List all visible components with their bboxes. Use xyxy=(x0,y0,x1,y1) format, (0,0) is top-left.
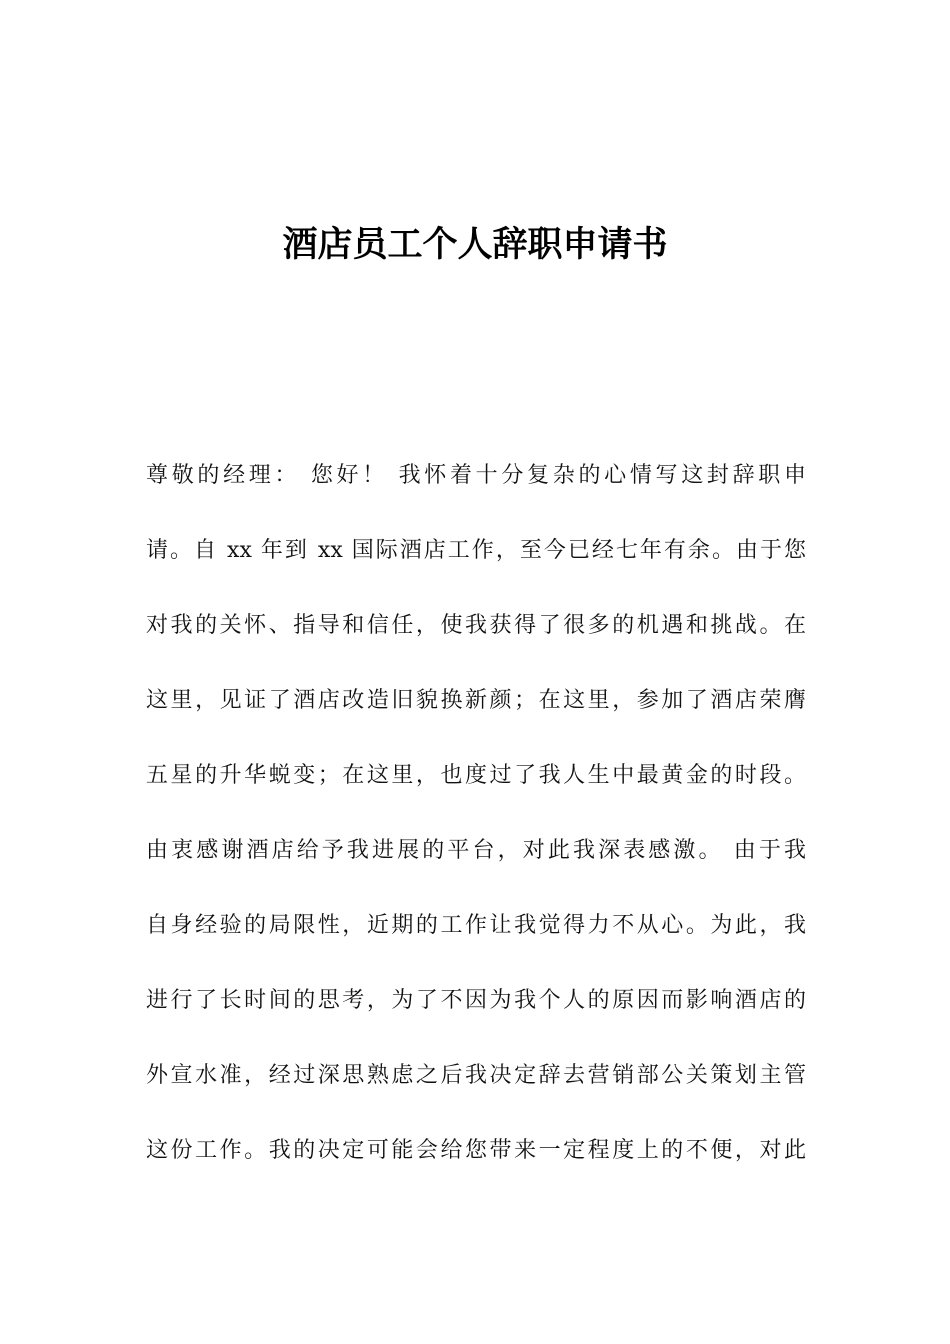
letter-line: 外宣水准，经过深思熟虑之后我决定辞去营销部公关策划主管 xyxy=(146,1063,806,1088)
letter-line: 五星的升华蜕变；在这里，也度过了我人生中最黄金的时段。 xyxy=(146,763,806,788)
letter-line: 对我的关怀、指导和信任，使我获得了很多的机遇和挑战。在 xyxy=(146,613,806,638)
letter-line: 自身经验的局限性，近期的工作让我觉得力不从心。为此，我 xyxy=(146,913,806,938)
letter-line: 这份工作。我的决定可能会给您带来一定程度上的不便，对此 xyxy=(146,1138,806,1163)
letter-line: 这里，见证了酒店改造旧貌换新颜；在这里，参加了酒店荣膺 xyxy=(146,688,806,713)
letter-line: 请。自 xx 年到 xx 国际酒店工作，至今已经七年有余。由于您 xyxy=(146,538,806,563)
letter-line: 尊敬的经理： 您好！ 我怀着十分复杂的心情写这封辞职申 xyxy=(146,463,806,488)
letter-line: 进行了长时间的思考，为了不因为我个人的原因而影响酒店的 xyxy=(146,988,806,1013)
document-title: 酒店员工个人辞职申请书 xyxy=(282,225,668,265)
letter-line: 由衷感谢酒店给予我进展的平台，对此我深表感激。 由于我 xyxy=(146,838,806,863)
